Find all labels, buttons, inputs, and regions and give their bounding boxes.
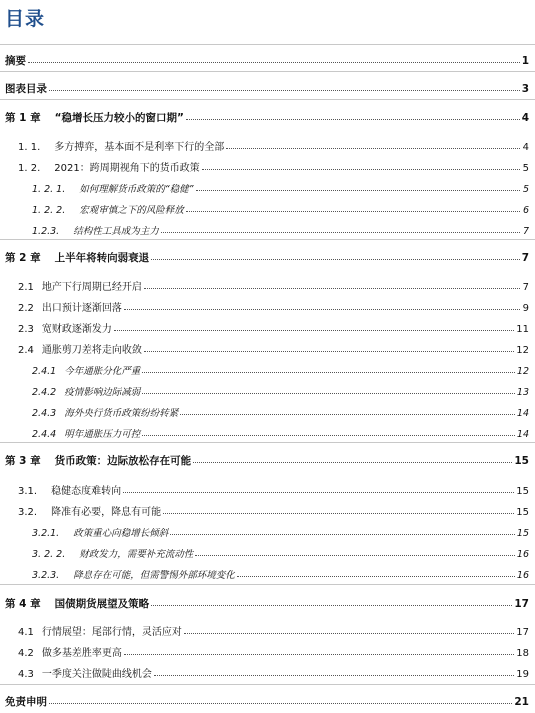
leader-dots: [237, 564, 515, 577]
toc-entry-number: 1. 2. 2.: [32, 205, 66, 216]
toc-section-2-4[interactable]: [18, 340, 529, 356]
toc-subsection-1-2-3[interactable]: [32, 221, 529, 237]
toc-entry-label: “稳增长压力较小的窗口期”: [54, 112, 184, 124]
toc-entry-label: 政策重心向稳增长倾斜: [73, 528, 169, 539]
toc-entry-label: 明年通胀压力可控: [64, 429, 141, 440]
toc-entry-number: 3.2.1.: [32, 528, 60, 539]
toc-entry-label: 国债期货展望及策略: [54, 598, 150, 610]
toc-entry-page: 3: [521, 83, 529, 95]
toc-section-4-1[interactable]: [18, 622, 529, 638]
toc-entry-page: 5: [522, 163, 529, 174]
leader-dots: [226, 136, 520, 149]
leader-dots: [144, 339, 514, 352]
toc-entry-page: 7: [521, 252, 529, 264]
toc-entry-number: 2.4.1: [32, 366, 57, 377]
leader-dots: [195, 543, 515, 556]
toc-subsection-1-2-1[interactable]: [32, 179, 529, 195]
toc-chapter-3[interactable]: [5, 451, 529, 467]
toc-section-1-2[interactable]: [18, 158, 529, 174]
toc-section-3-2[interactable]: [18, 502, 529, 518]
toc-entry-label: 免责申明: [5, 696, 47, 708]
toc-entry-page: 16: [516, 549, 529, 560]
toc-entry-number: 4.2: [18, 648, 34, 659]
divider: [0, 684, 535, 685]
toc-entry-page: 12: [516, 366, 529, 377]
leader-dots: [151, 247, 520, 260]
toc-entry-label: 宽财政逐渐发力: [41, 324, 112, 335]
toc-entry-number: 2.2: [18, 303, 34, 314]
leader-dots: [114, 318, 514, 331]
toc-entry-page: 6: [522, 205, 529, 216]
leader-dots: [144, 276, 520, 289]
toc-entry-page: 4: [522, 142, 529, 153]
leader-dots: [154, 663, 514, 676]
toc-entry-label: 做多基差胜率更高: [41, 648, 122, 659]
toc-entry-figure-list[interactable]: [5, 79, 529, 95]
toc-entry-summary[interactable]: [5, 51, 529, 67]
toc-entry-number: 第 4 章: [5, 598, 41, 610]
toc-entry-number: 2.4.2: [32, 387, 57, 398]
toc-entry-label: 财政发力，需要补充流动性: [79, 549, 194, 560]
leader-dots: [196, 178, 520, 191]
toc-entry-number: 2.4: [18, 345, 34, 356]
toc-entry-number: 第 2 章: [5, 252, 41, 264]
toc-entry-page: 15: [516, 507, 529, 518]
toc-entry-number: 4.3: [18, 669, 34, 680]
leader-dots: [180, 402, 515, 415]
toc-section-3-1[interactable]: [18, 481, 529, 497]
leader-dots: [186, 199, 520, 212]
toc-subsection-3-2-2[interactable]: [32, 544, 529, 560]
toc-entry-label: 降准有必要，降息有可能: [51, 507, 162, 518]
toc-entry-label: 出口预计逐渐回落: [41, 303, 122, 314]
toc-entry-number: 2.4.3: [32, 408, 57, 419]
toc-entry-label: 上半年将转向弱衰退: [54, 252, 150, 264]
toc-entry-page: 12: [516, 345, 529, 356]
leader-dots: [161, 220, 520, 233]
toc-entry-number: 3. 2. 2.: [32, 549, 66, 560]
toc-entry-page: 1: [521, 55, 529, 67]
toc-entry-page: 19: [516, 669, 529, 680]
divider: [0, 99, 535, 100]
toc-entry-number: 4.1: [18, 627, 34, 638]
toc-section-1-1[interactable]: [18, 137, 529, 153]
leader-dots: [123, 480, 514, 493]
toc-subsection-3-2-3[interactable]: [32, 565, 529, 581]
toc-entry-label: 结构性工具成为主力: [73, 226, 159, 237]
leader-dots: [142, 381, 515, 394]
toc-entry-number: 3.1.: [18, 486, 38, 497]
toc-entry-page: 14: [516, 429, 529, 440]
toc-entry-label: 疫情影响边际减弱: [64, 387, 141, 398]
toc-entry-label: 图表目录: [5, 83, 47, 95]
leader-dots: [49, 691, 512, 704]
toc-entry-page: 9: [522, 303, 529, 314]
toc-entry-label: 多方搏弈，基本面不是利率下行的全部: [54, 142, 225, 153]
toc-entry-page: 18: [516, 648, 529, 659]
toc-entry-page: 17: [516, 627, 529, 638]
toc-entry-label: 今年通胀分化严重: [64, 366, 141, 377]
toc-entry-number: 2.3: [18, 324, 34, 335]
leader-dots: [151, 593, 512, 606]
toc-entry-number: 1. 2. 1.: [32, 184, 66, 195]
toc-title: 目录: [5, 8, 46, 30]
toc-entry-number: 2.4.4: [32, 429, 57, 440]
toc-entry-page: 15: [516, 486, 529, 497]
toc-entry-page: 5: [522, 184, 529, 195]
divider: [0, 71, 535, 72]
leader-dots: [170, 522, 515, 535]
toc-section-2-3[interactable]: [18, 319, 529, 335]
toc-entry-number: 1.2.3.: [32, 226, 60, 237]
toc-subsection-2-4-3[interactable]: [32, 403, 529, 419]
toc-entry-label: 通胀剪刀差将走向收敛: [41, 345, 142, 356]
toc-entry-label: 降息存在可能，但需警惕外部环境变化: [73, 570, 235, 581]
toc-entry-disclaimer[interactable]: [5, 692, 529, 708]
toc-chapter-1[interactable]: [5, 108, 529, 124]
leader-dots: [202, 157, 520, 170]
leader-dots: [142, 360, 515, 373]
toc-entry-label: 稳健态度难转向: [51, 486, 122, 497]
toc-subsection-3-2-1[interactable]: [32, 523, 529, 539]
toc-entry-label: 2021：跨周期视角下的货币政策: [54, 163, 200, 174]
toc-entry-number: 1. 1.: [18, 142, 41, 153]
toc-subsection-1-2-2[interactable]: [32, 200, 529, 216]
toc-entry-page: 7: [522, 226, 529, 237]
toc-entry-number: 第 1 章: [5, 112, 41, 124]
toc-entry-page: 13: [516, 387, 529, 398]
leader-dots: [49, 78, 520, 91]
leader-dots: [142, 423, 515, 436]
toc-entry-label: 一季度关注做陡曲线机会: [41, 669, 152, 680]
leader-dots: [124, 642, 514, 655]
toc-entry-number: 2.1: [18, 282, 34, 293]
divider: [0, 584, 535, 585]
toc-entry-page: 15: [514, 455, 529, 467]
toc-entry-label: 摘要: [5, 55, 26, 67]
toc-entry-page: 14: [516, 408, 529, 419]
toc-entry-page: 21: [514, 696, 529, 708]
toc-chapter-4[interactable]: [5, 594, 529, 610]
toc-entry-page: 16: [516, 570, 529, 581]
toc-entry-page: 7: [522, 282, 529, 293]
toc-subsection-2-4-4[interactable]: [32, 424, 529, 440]
toc-entry-number: 1. 2.: [18, 163, 41, 174]
toc-chapter-2[interactable]: [5, 248, 529, 264]
toc-entry-number: 第 3 章: [5, 455, 41, 467]
toc-entry-label: 海外央行货币政策纷纷转紧: [64, 408, 179, 419]
leader-dots: [186, 107, 520, 120]
toc-entry-label: 地产下行周期已经开启: [41, 282, 142, 293]
toc-entry-number: 3.2.: [18, 507, 38, 518]
toc-entry-page: 4: [521, 112, 529, 124]
toc-entry-label: 如何理解货币政策的“稳健”: [79, 184, 194, 195]
toc-section-4-2[interactable]: [18, 643, 529, 659]
leader-dots: [124, 297, 520, 310]
toc-section-2-1[interactable]: [18, 277, 529, 293]
leader-dots: [184, 621, 514, 634]
toc-entry-page: 17: [514, 598, 529, 610]
toc-subsection-2-4-1[interactable]: [32, 361, 529, 377]
toc-entry-page: 11: [516, 324, 529, 335]
toc-section-2-2[interactable]: [18, 298, 529, 314]
leader-dots: [163, 501, 514, 514]
divider: [0, 44, 535, 45]
toc-entry-number: 3.2.3.: [32, 570, 60, 581]
leader-dots: [28, 50, 520, 63]
leader-dots: [193, 450, 512, 463]
toc-entry-label: 宏观审慎之下的风险释放: [79, 205, 184, 216]
toc-subsection-2-4-2[interactable]: [32, 382, 529, 398]
toc-section-4-3[interactable]: [18, 664, 529, 680]
toc-entry-label: 货币政策：边际放松存在可能: [54, 455, 192, 467]
toc-entry-page: 15: [516, 528, 529, 539]
toc-entry-label: 行情展望：尾部行情，灵活应对: [41, 627, 182, 638]
